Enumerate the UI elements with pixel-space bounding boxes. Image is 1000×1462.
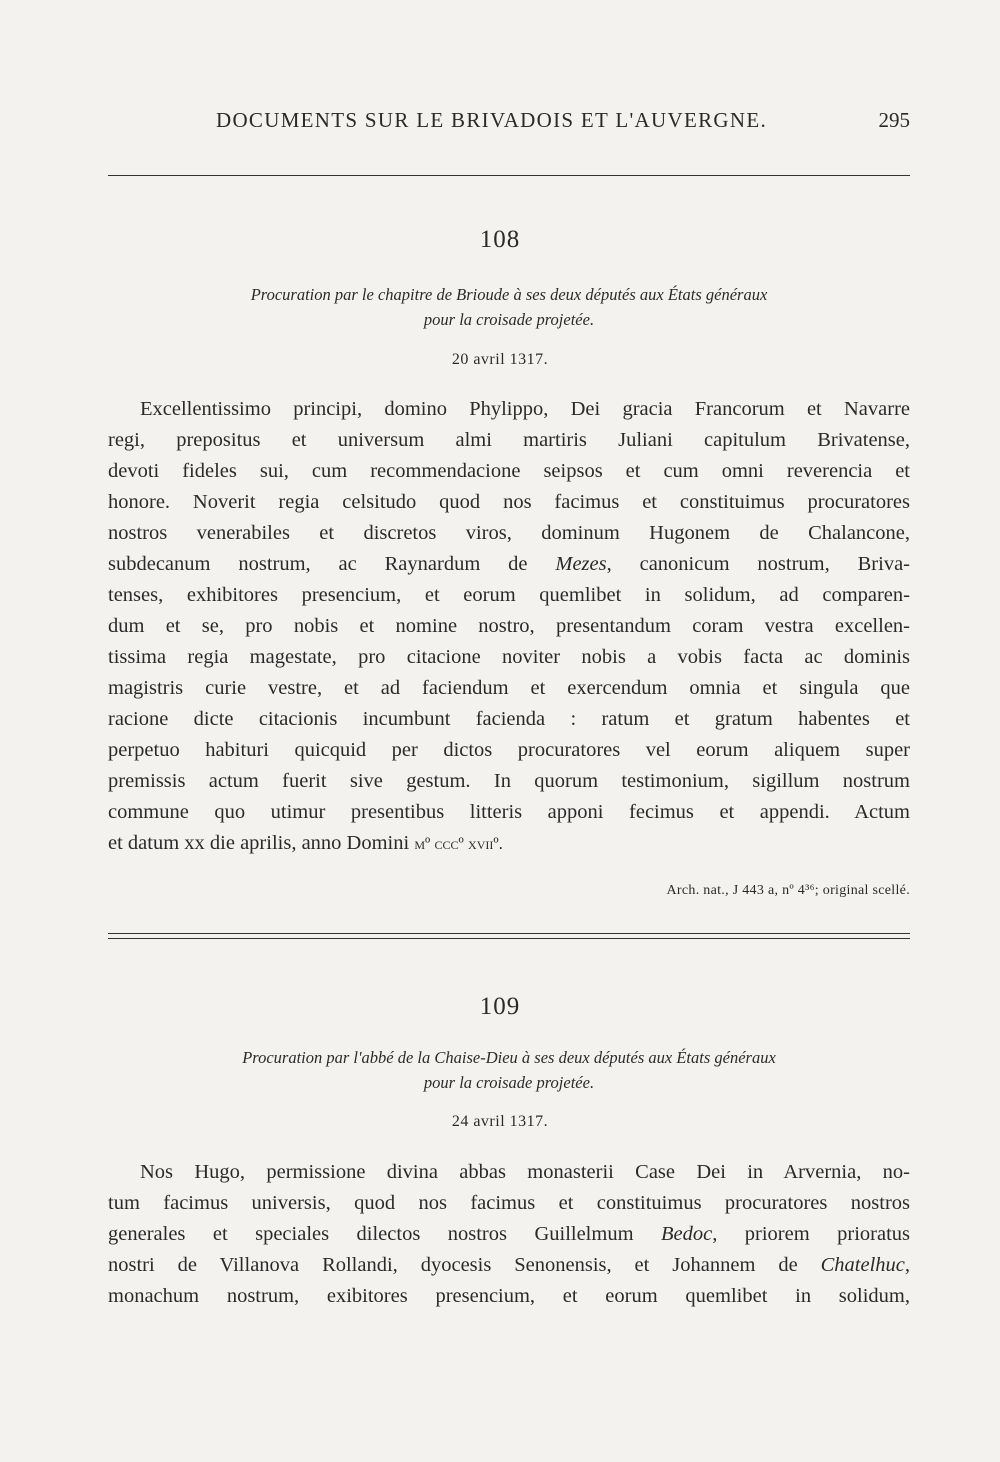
italic-name: Bedoc, — [660, 1223, 718, 1245]
document-title-109 — [108, 1045, 910, 1095]
text-line: tenses, exhibitores presencium, et eorum quemlibet in solidum, ad comparen- — [108, 584, 910, 606]
text-segment: priorem prioratus — [717, 1223, 910, 1245]
text-line: honore. Noverit regia celsitudo quod nos facimus et constituimus procuratores — [108, 491, 910, 513]
italic-name: Mezes — [555, 553, 607, 575]
text-line: tum facimus universis, quod nos facimus et constituimus procuratores nostros — [108, 1192, 910, 1214]
document-number-109: 109 — [479, 993, 521, 1020]
text-line: Excellentissimo principi, domino Phylippo, Dei gracia Francorum et Navarre — [140, 398, 910, 420]
document-body-108 — [108, 394, 910, 859]
document-title-108-line1: Procuration par le chapitre de Brioude à ses deux députés aux États généraux — [250, 285, 768, 304]
year-small-caps: mº cccº xviiº. — [414, 834, 503, 853]
text-line: Nos Hugo, permissione divina abbas monasterii Case Dei in Arvernia, no- — [140, 1161, 910, 1183]
text-line: perpetuo habituri quicquid per dictos procuratores vel eorum aliquem super — [108, 739, 910, 761]
text-segment: , canonicum nostrum, Briva- — [606, 553, 910, 575]
text-line — [108, 1250, 910, 1281]
text-segment: subdecanum nostrum, ac Raynardum de — [108, 553, 556, 575]
header-rule — [108, 175, 910, 176]
document-body-109 — [108, 1157, 910, 1312]
text-segment: et datum xx die aprilis, anno Domini — [108, 832, 415, 854]
text-line: commune quo utimur presentibus litteris apponi fecimus et appendi. Actum — [108, 801, 910, 823]
document-title-109-line1: Procuration par l'abbé de la Chaise-Dieu à ses deux députés aux États généraux — [242, 1048, 776, 1067]
document-title-108-line2: pour la croisade projetée. — [423, 310, 595, 329]
running-head-title: DOCUMENTS SUR LE BRIVADOIS ET L'AUVERGNE. — [216, 108, 767, 132]
document-title-108 — [108, 282, 910, 332]
source-note-108: Arch. nat., J 443 a, nº 4³⁶; original scellé. — [666, 883, 910, 898]
text-line: devoti fideles sui, cum recommendacione seipsos et cum omni reverencia et — [108, 460, 910, 482]
document-title-109-line2: pour la croisade projetée. — [423, 1073, 595, 1092]
document-number-108: 108 — [479, 226, 521, 253]
italic-name: Chatelhuc, — [820, 1254, 910, 1276]
text-line: premissis actum fuerit sive gestum. In quorum testimonium, sigillum nostrum — [108, 770, 910, 792]
running-head — [108, 108, 910, 138]
text-line: racione dicte citacionis incumbunt facienda : ratum et gratum habentes et — [108, 708, 910, 730]
document-date-109: 24 avril 1317. — [451, 1113, 549, 1130]
text-line: magistris curie vestre, et ad faciendum et exercendum omnia et singula que — [108, 677, 910, 699]
text-line: monachum nostrum, exibitores presencium, et eorum quemlibet in solidum, — [108, 1285, 910, 1307]
text-segment: generales et speciales dilectos nostros Guillelmum — [108, 1223, 661, 1245]
section-separator — [108, 933, 910, 939]
text-line — [108, 828, 910, 859]
text-line — [108, 549, 910, 580]
text-line — [108, 1219, 910, 1250]
text-line: dum et se, pro nobis et nomine nostro, presentandum coram vestra excellen- — [108, 615, 910, 637]
page-number: 295 — [878, 108, 910, 132]
text-line: regi, prepositus et universum almi martiris Juliani capitulum Brivatense, — [108, 429, 910, 451]
text-segment: nostri de Villanova Rollandi, dyocesis Senonensis, et Johannem de — [108, 1254, 821, 1276]
document-date-108: 20 avril 1317. — [451, 351, 549, 368]
text-line: tissima regia magestate, pro citacione noviter nobis a vobis facta ac dominis — [108, 646, 910, 668]
text-line: nostros venerabiles et discretos viros, dominum Hugonem de Chalancone, — [108, 522, 910, 544]
